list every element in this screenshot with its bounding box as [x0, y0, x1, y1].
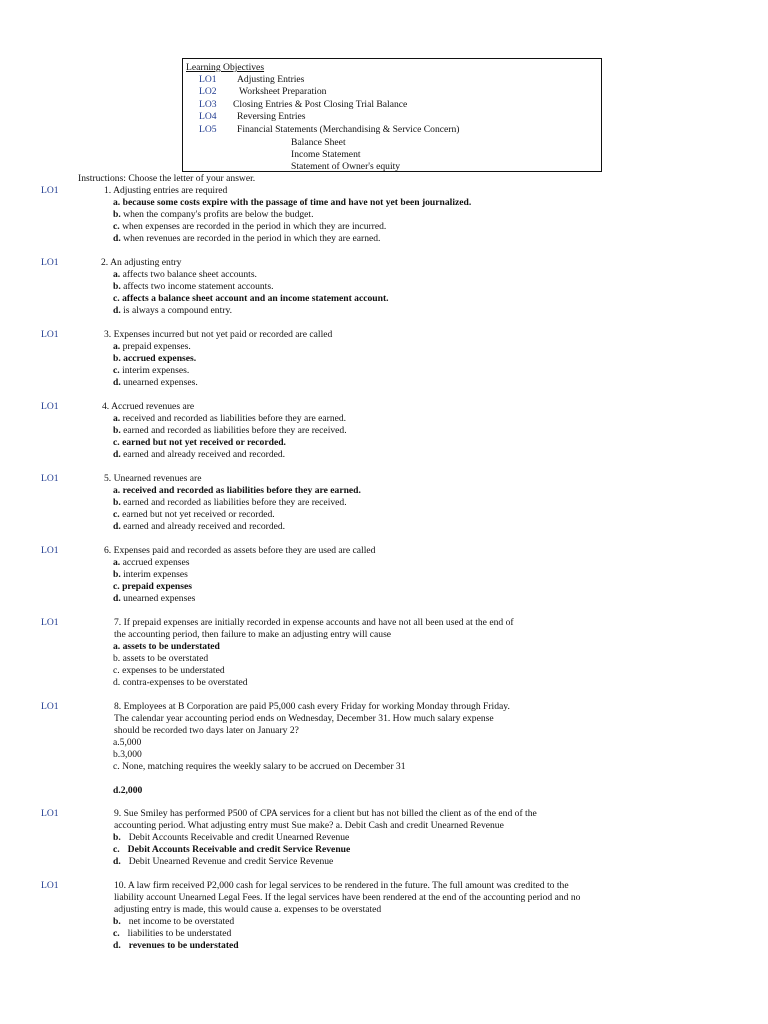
answer-option[interactable]: [113, 761, 406, 773]
answer-option[interactable]: [113, 749, 142, 761]
option-text: because some costs expire with the passage of time and have not yet been journalized.: [122, 197, 472, 208]
option-text: earned and recorded as liabilities before they are received.: [123, 497, 347, 508]
option-text: 2,000: [120, 785, 143, 796]
option-letter: c.: [113, 509, 120, 520]
option-letter: d.: [113, 785, 121, 796]
option-letter: c.: [113, 665, 120, 676]
option-text: assets to be understated: [122, 641, 220, 652]
objective-text: Adjusting Entries: [237, 74, 305, 85]
objective-code: LO5: [199, 124, 217, 135]
answer-option[interactable]: [113, 209, 314, 221]
option-letter: b.: [113, 749, 121, 760]
option-letter: b.: [113, 832, 121, 843]
option-text: accrued expenses.: [123, 353, 197, 364]
answer-option[interactable]: [113, 269, 257, 281]
financial-statement-item: Income Statement: [291, 149, 361, 160]
answer-option[interactable]: [113, 221, 386, 233]
option-text: unearned expenses.: [123, 377, 198, 388]
option-letter: c.: [113, 221, 120, 232]
answer-option[interactable]: [113, 785, 142, 797]
option-text: earned but not yet received or recorded.: [122, 437, 286, 448]
objective-row: [199, 74, 304, 86]
answer-option[interactable]: [113, 425, 347, 437]
option-text: received and recorded as liabilities before they are earned.: [122, 413, 347, 424]
option-letter: b.: [113, 653, 121, 664]
option-text: accrued expenses: [122, 557, 190, 568]
option-letter: d.: [113, 377, 121, 388]
option-text: interim expenses: [123, 569, 188, 580]
option-text: earned and already received and recorded.: [123, 449, 286, 460]
question-text: 4. Accrued revenues are: [102, 401, 195, 412]
answer-option[interactable]: [113, 365, 189, 377]
answer-option[interactable]: [113, 569, 188, 581]
answer-option[interactable]: [113, 377, 198, 389]
question-lo-tag: LO1: [41, 880, 59, 891]
option-letter: a.: [113, 413, 121, 424]
objective-text: Reversing Entries: [237, 111, 306, 122]
question-text: liability account Unearned Legal Fees. If the legal services have been rendered at the end of the accounting period and no: [114, 892, 581, 903]
objective-code: LO2: [199, 86, 217, 97]
question-text: accounting period. What adjusting entry must Sue make? a. Debit Cash and credit Unearned Revenue: [114, 820, 504, 831]
answer-option[interactable]: [113, 449, 285, 461]
question-lo-tag: LO1: [41, 473, 59, 484]
answer-option[interactable]: [113, 341, 191, 353]
option-text: net income to be overstated: [128, 916, 235, 927]
option-letter: a.: [113, 485, 121, 496]
option-letter: a.: [113, 641, 121, 652]
objective-row: [199, 111, 305, 123]
option-text: 3,000: [120, 749, 142, 760]
option-letter: d.: [113, 305, 121, 316]
option-text: earned and recorded as liabilities before they are received.: [123, 425, 347, 436]
financial-statement-item: Statement of Owner's equity: [291, 161, 401, 172]
objective-code: LO3: [199, 99, 217, 110]
answer-option[interactable]: [113, 521, 285, 533]
option-text: earned and already received and recorded.: [123, 521, 286, 532]
option-text: revenues to be understated: [128, 940, 239, 951]
option-letter: c.: [113, 365, 120, 376]
option-letter: d.: [113, 593, 121, 604]
objective-text: Financial Statements (Merchandising & Service Concern): [237, 124, 460, 135]
option-letter: b.: [113, 209, 121, 220]
answer-option[interactable]: [113, 844, 350, 856]
objective-text: Closing Entries & Post Closing Trial Balance: [233, 99, 408, 110]
option-letter: b.: [113, 425, 121, 436]
option-text: assets to be overstated: [122, 653, 209, 664]
question-text: 1. Adjusting entries are required: [104, 185, 228, 196]
question-text: 9. Sue Smiley has performed P500 of CPA services for a client but has not billed the client as of the end of the: [114, 808, 537, 819]
question-text: 7. If prepaid expenses are initially recorded in expense accounts and have not all been used at the end of: [114, 617, 514, 628]
question-lo-tag: LO1: [41, 185, 59, 196]
question-text: adjusting entry is made, this would cause a. expenses to be overstated: [114, 904, 382, 915]
objective-row: [199, 99, 407, 111]
option-text: liabilities to be understated: [127, 928, 232, 939]
answer-option[interactable]: [113, 353, 196, 365]
option-letter: b.: [113, 916, 121, 927]
question-lo-tag: LO1: [41, 257, 59, 268]
answer-option[interactable]: [113, 928, 231, 940]
option-text: prepaid expenses: [122, 581, 192, 592]
objective-row: [199, 86, 326, 98]
option-letter: c.: [113, 437, 120, 448]
option-letter: a.: [113, 197, 121, 208]
answer-option[interactable]: [113, 593, 195, 605]
objective-code: LO4: [199, 111, 217, 122]
option-letter: c.: [113, 928, 120, 939]
option-letter: d.: [113, 856, 121, 867]
instructions: Instructions: Choose the letter of your answer.: [78, 173, 256, 184]
answer-option[interactable]: [113, 305, 232, 317]
answer-option[interactable]: [113, 677, 248, 689]
option-text: when revenues are recorded in the period in which they are earned.: [123, 233, 381, 244]
option-text: affects a balance sheet account and an income statement account.: [122, 293, 389, 304]
answer-option[interactable]: [113, 497, 347, 509]
option-letter: d.: [113, 940, 121, 951]
option-letter: d.: [113, 677, 121, 688]
option-letter: b.: [113, 281, 121, 292]
question-text: should be recorded two days later on January 2?: [114, 725, 299, 736]
option-text: affects two income statement accounts.: [123, 281, 274, 292]
answer-option[interactable]: [113, 557, 189, 569]
answer-option[interactable]: [113, 581, 192, 593]
answer-option[interactable]: [113, 293, 389, 305]
option-text: Debit Accounts Receivable and credit Unearned Revenue: [128, 832, 350, 843]
option-letter: b.: [113, 353, 121, 364]
question-lo-tag: LO1: [41, 401, 59, 412]
option-letter: a.: [113, 557, 121, 568]
objective-row: [199, 124, 459, 136]
option-text: is always a compound entry.: [123, 305, 233, 316]
question-text: the accounting period, then failure to make an adjusting entry will cause: [114, 629, 392, 640]
objective-text: Worksheet Preparation: [239, 86, 327, 97]
option-text: unearned expenses: [123, 593, 196, 604]
option-letter: d.: [113, 233, 121, 244]
question-text: 5. Unearned revenues are: [104, 473, 202, 484]
option-text: Debit Accounts Receivable and credit Service Revenue: [127, 844, 351, 855]
option-text: prepaid expenses.: [122, 341, 191, 352]
option-letter: c.: [113, 293, 120, 304]
option-text: Debit Unearned Revenue and credit Service Revenue: [128, 856, 334, 867]
learning-objectives-box: [182, 58, 602, 172]
option-text: affects two balance sheet accounts.: [122, 269, 257, 280]
option-text: interim expenses.: [122, 365, 190, 376]
question-text: 3. Expenses incurred but not yet paid or recorded are called: [104, 329, 333, 340]
answer-option[interactable]: [113, 940, 239, 952]
answer-option[interactable]: [113, 197, 471, 209]
option-letter: a.: [113, 737, 120, 748]
financial-statement-item: Balance Sheet: [291, 137, 346, 148]
answer-option[interactable]: [113, 509, 275, 521]
question-text: The calendar year accounting period ends on Wednesday, December 31. How much salary expense: [114, 713, 494, 724]
option-letter: b.: [113, 497, 121, 508]
question-text: 6. Expenses paid and recorded as assets before they are used are called: [104, 545, 376, 556]
question-lo-tag: LO1: [41, 701, 59, 712]
question-text: 2. An adjusting entry: [101, 257, 182, 268]
learning-objectives-title: Learning Objectives: [186, 62, 265, 73]
option-letter: a.: [113, 269, 121, 280]
option-letter: c.: [113, 844, 120, 855]
option-text: when the company's profits are below the budget.: [123, 209, 314, 220]
question-text: 10. A law firm received P2,000 cash for legal services to be rendered in the future. The full amount was credited to the: [114, 880, 569, 891]
answer-option[interactable]: [113, 916, 234, 928]
answer-option[interactable]: [113, 832, 349, 844]
option-text: 5,000: [119, 737, 142, 748]
answer-option[interactable]: [113, 737, 141, 749]
option-letter: c.: [113, 581, 120, 592]
answer-option[interactable]: [113, 413, 346, 425]
option-letter: d.: [113, 449, 121, 460]
question-lo-tag: LO1: [41, 808, 59, 819]
answer-option[interactable]: [113, 641, 220, 653]
option-text: contra-expenses to be overstated: [122, 677, 248, 688]
question-lo-tag: LO1: [41, 617, 59, 628]
answer-option[interactable]: [113, 653, 208, 665]
option-text: None, matching requires the weekly salary to be accrued on December 31: [122, 761, 406, 772]
answer-option[interactable]: [113, 665, 225, 677]
answer-option[interactable]: [113, 856, 333, 868]
option-letter: b.: [113, 569, 121, 580]
question-lo-tag: LO1: [41, 329, 59, 340]
question-text: 8. Employees at B Corporation are paid P5,000 cash every Friday for working Monday through Friday.: [114, 701, 510, 712]
option-text: when expenses are recorded in the period in which they are incurred.: [122, 221, 387, 232]
answer-option[interactable]: [113, 233, 380, 245]
question-lo-tag: LO1: [41, 545, 59, 556]
option-text: earned but not yet received or recorded.: [122, 509, 275, 520]
option-letter: a.: [113, 341, 121, 352]
option-letter: c.: [113, 761, 120, 772]
answer-option[interactable]: [113, 281, 273, 293]
objective-code: LO1: [199, 74, 217, 85]
option-letter: d.: [113, 521, 121, 532]
answer-option[interactable]: [113, 485, 361, 497]
option-text: expenses to be understated: [122, 665, 225, 676]
option-text: received and recorded as liabilities before they are earned.: [122, 485, 361, 496]
answer-option[interactable]: [113, 437, 286, 449]
